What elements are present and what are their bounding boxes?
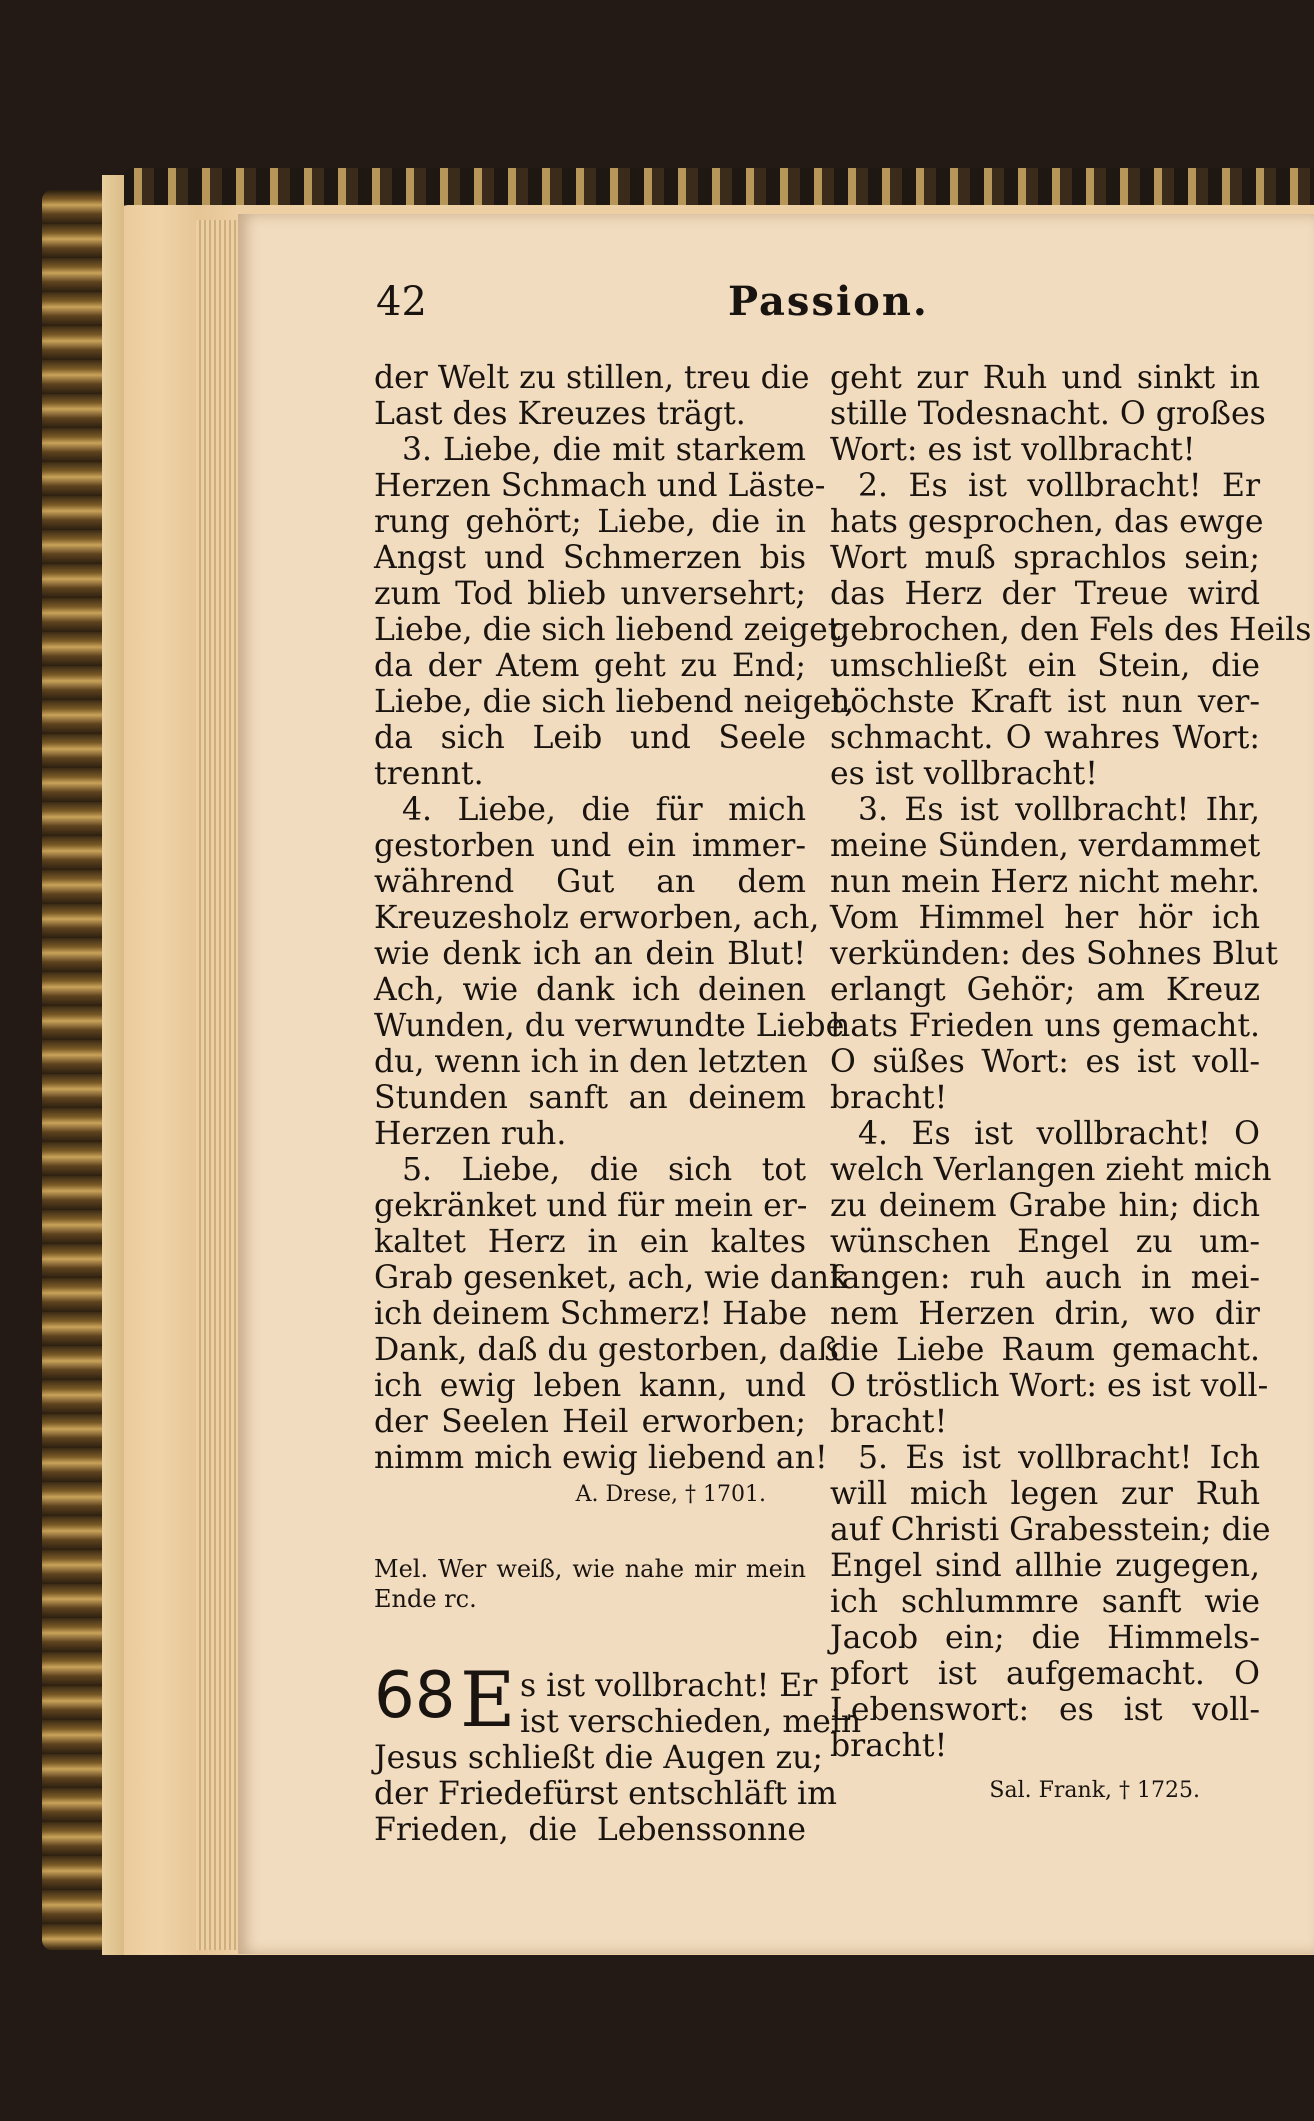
- text-line: Frieden, die Lebenssonne: [374, 1812, 806, 1848]
- text-line: bracht!: [830, 1404, 948, 1440]
- text-line: geht zur Ruh und sinkt in: [830, 360, 1260, 396]
- text-line: wünschen Engel zu um-: [830, 1224, 1260, 1260]
- author-attribution: A. Drese, † 1701.: [575, 1482, 766, 1507]
- melody-line: Ende rc.: [374, 1585, 477, 1613]
- text-line: trennt.: [374, 756, 484, 792]
- text-line: es ist vollbracht!: [830, 756, 1098, 792]
- text-line: nimm mich ewig liebend an!: [374, 1440, 828, 1476]
- text-line: 3. Liebe, die mit starkem: [402, 432, 806, 468]
- text-line: stille Todesnacht. O großes: [830, 396, 1266, 432]
- text-line: kaltet Herz in ein kaltes: [374, 1224, 806, 1260]
- text-line: s ist vollbracht! Er: [520, 1668, 818, 1704]
- text-line: ist verschieden, mein: [520, 1704, 862, 1740]
- text-line: Vom Himmel her hör ich: [830, 900, 1260, 936]
- text-line: hats gesprochen, das ewge: [830, 504, 1264, 540]
- text-line: fangen: ruh auch in mei-: [830, 1260, 1260, 1296]
- text-line: Herzen ruh.: [374, 1116, 567, 1152]
- text-line: nem Herzen drin, wo dir: [830, 1296, 1260, 1332]
- text-line: 3. Es ist vollbracht! Ihr,: [858, 792, 1260, 828]
- running-title: Passion.: [728, 278, 929, 325]
- text-line: zum Tod blieb unversehrt;: [374, 576, 806, 612]
- text-line: Herzen Schmach und Läste-: [374, 468, 826, 504]
- text-line: höchste Kraft ist nun ver-: [830, 684, 1260, 720]
- text-line: welch Verlangen zieht mich: [830, 1152, 1272, 1188]
- text-line: bracht!: [830, 1080, 948, 1116]
- text-line: Dank, daß du gestorben, daß: [374, 1332, 839, 1368]
- text-line: gebrochen, den Fels des Heils: [830, 612, 1312, 648]
- text-line: der Seelen Heil erworben;: [374, 1404, 806, 1440]
- text-line: Kreuzesholz erworben, ach,: [374, 900, 820, 936]
- drop-cap: E: [460, 1655, 516, 1744]
- page-number: 42: [376, 279, 427, 325]
- text-line: Jacob ein; die Himmels-: [830, 1620, 1260, 1656]
- text-line: während Gut an dem: [374, 864, 806, 900]
- text-line: will mich legen zur Ruh: [830, 1476, 1260, 1512]
- text-line: 5. Es ist vollbracht! Ich: [858, 1440, 1260, 1476]
- text-line: 5. Liebe, die sich tot: [402, 1152, 806, 1188]
- melody-line: Mel. Wer weiß, wie nahe mir mein: [374, 1555, 806, 1583]
- text-line: gestorben und ein immer-: [374, 828, 806, 864]
- text-line: umschließt ein Stein, die: [830, 648, 1260, 684]
- text-line: wie denk ich an dein Blut!: [374, 936, 806, 972]
- text-line: Wort: es ist vollbracht!: [830, 432, 1196, 468]
- text-line: Liebe, die sich liebend neiget,: [374, 684, 855, 720]
- text-line: auf Christi Grabesstein; die: [830, 1512, 1271, 1548]
- text-line: da sich Leib und Seele: [374, 720, 806, 756]
- text-line: Jesus schließt die Augen zu;: [374, 1740, 824, 1776]
- text-line: 4. Es ist vollbracht! O: [858, 1116, 1260, 1152]
- background-bottom: [0, 1955, 1314, 2121]
- text-line: O tröstlich Wort: es ist voll-: [830, 1368, 1269, 1404]
- hymn-number: 68: [374, 1659, 456, 1733]
- text-line: meine Sünden, verdammet: [830, 828, 1261, 864]
- text-line: Wunden, du verwundte Liebe: [374, 1008, 845, 1044]
- text-line: das Herz der Treue wird: [830, 576, 1260, 612]
- text-line: Engel sind allhie zugegen,: [830, 1548, 1260, 1584]
- text-line: rung gehört; Liebe, die in: [374, 504, 806, 540]
- melody-note: [374, 1554, 806, 1614]
- text-line: 2. Es ist vollbracht! Er: [858, 468, 1260, 504]
- text-line: Angst und Schmerzen bis: [374, 540, 806, 576]
- text-line: Ach, wie dank ich deinen: [374, 972, 806, 1008]
- text-line: du, wenn ich in den letzten: [374, 1044, 808, 1080]
- text-line: erlangt Gehör; am Kreuz: [830, 972, 1260, 1008]
- text-line: der Welt zu stillen, treu die: [374, 360, 810, 396]
- text-line: ich ewig leben kann, und: [374, 1368, 806, 1404]
- text-line: gekränket und für mein er-: [374, 1188, 808, 1224]
- text-line: verkünden: des Sohnes Blut: [830, 936, 1278, 972]
- left-column: [374, 360, 862, 1848]
- book-top-edge: [120, 168, 1314, 210]
- hymn-68: [374, 1655, 862, 1848]
- text-line: Grab gesenket, ach, wie dank: [374, 1260, 849, 1296]
- text-line: nun mein Herz nicht mehr.: [830, 864, 1260, 900]
- text-line: schmacht. O wahres Wort:: [830, 720, 1260, 756]
- text-line: Stunden sanft an deinem: [374, 1080, 806, 1116]
- text-line: hats Frieden uns gemacht.: [830, 1008, 1260, 1044]
- text-line: Wort muß sprachlos sein;: [830, 540, 1260, 576]
- left-text-lines: [374, 360, 855, 1476]
- binding-inner-edge: [102, 175, 124, 1965]
- page-edges: [196, 220, 240, 1950]
- text-line: zu deinem Grabe hin; dich: [830, 1188, 1260, 1224]
- text-line: pfort ist aufgemacht. O: [830, 1656, 1260, 1692]
- text-line: bracht!: [830, 1728, 948, 1764]
- text-line: da der Atem geht zu End;: [374, 648, 806, 684]
- right-column: [830, 360, 1312, 1806]
- text-line: O süßes Wort: es ist voll-: [830, 1044, 1260, 1080]
- text-line: ich schlummre sanft wie: [830, 1584, 1260, 1620]
- text-line: die Liebe Raum gemacht.: [830, 1332, 1260, 1368]
- text-line: der Friedefürst entschläft im: [374, 1776, 837, 1812]
- text-line: 4. Liebe, die für mich: [402, 792, 806, 828]
- text-line: Last des Kreuzes trägt.: [374, 396, 746, 432]
- text-line: Lebenswort: es ist voll-: [830, 1692, 1260, 1728]
- text-line: Liebe, die sich liebend zeiget,: [374, 612, 851, 648]
- author-attribution: Sal. Frank, † 1725.: [989, 1778, 1200, 1803]
- text-line: ich deinem Schmerz! Habe: [374, 1296, 808, 1332]
